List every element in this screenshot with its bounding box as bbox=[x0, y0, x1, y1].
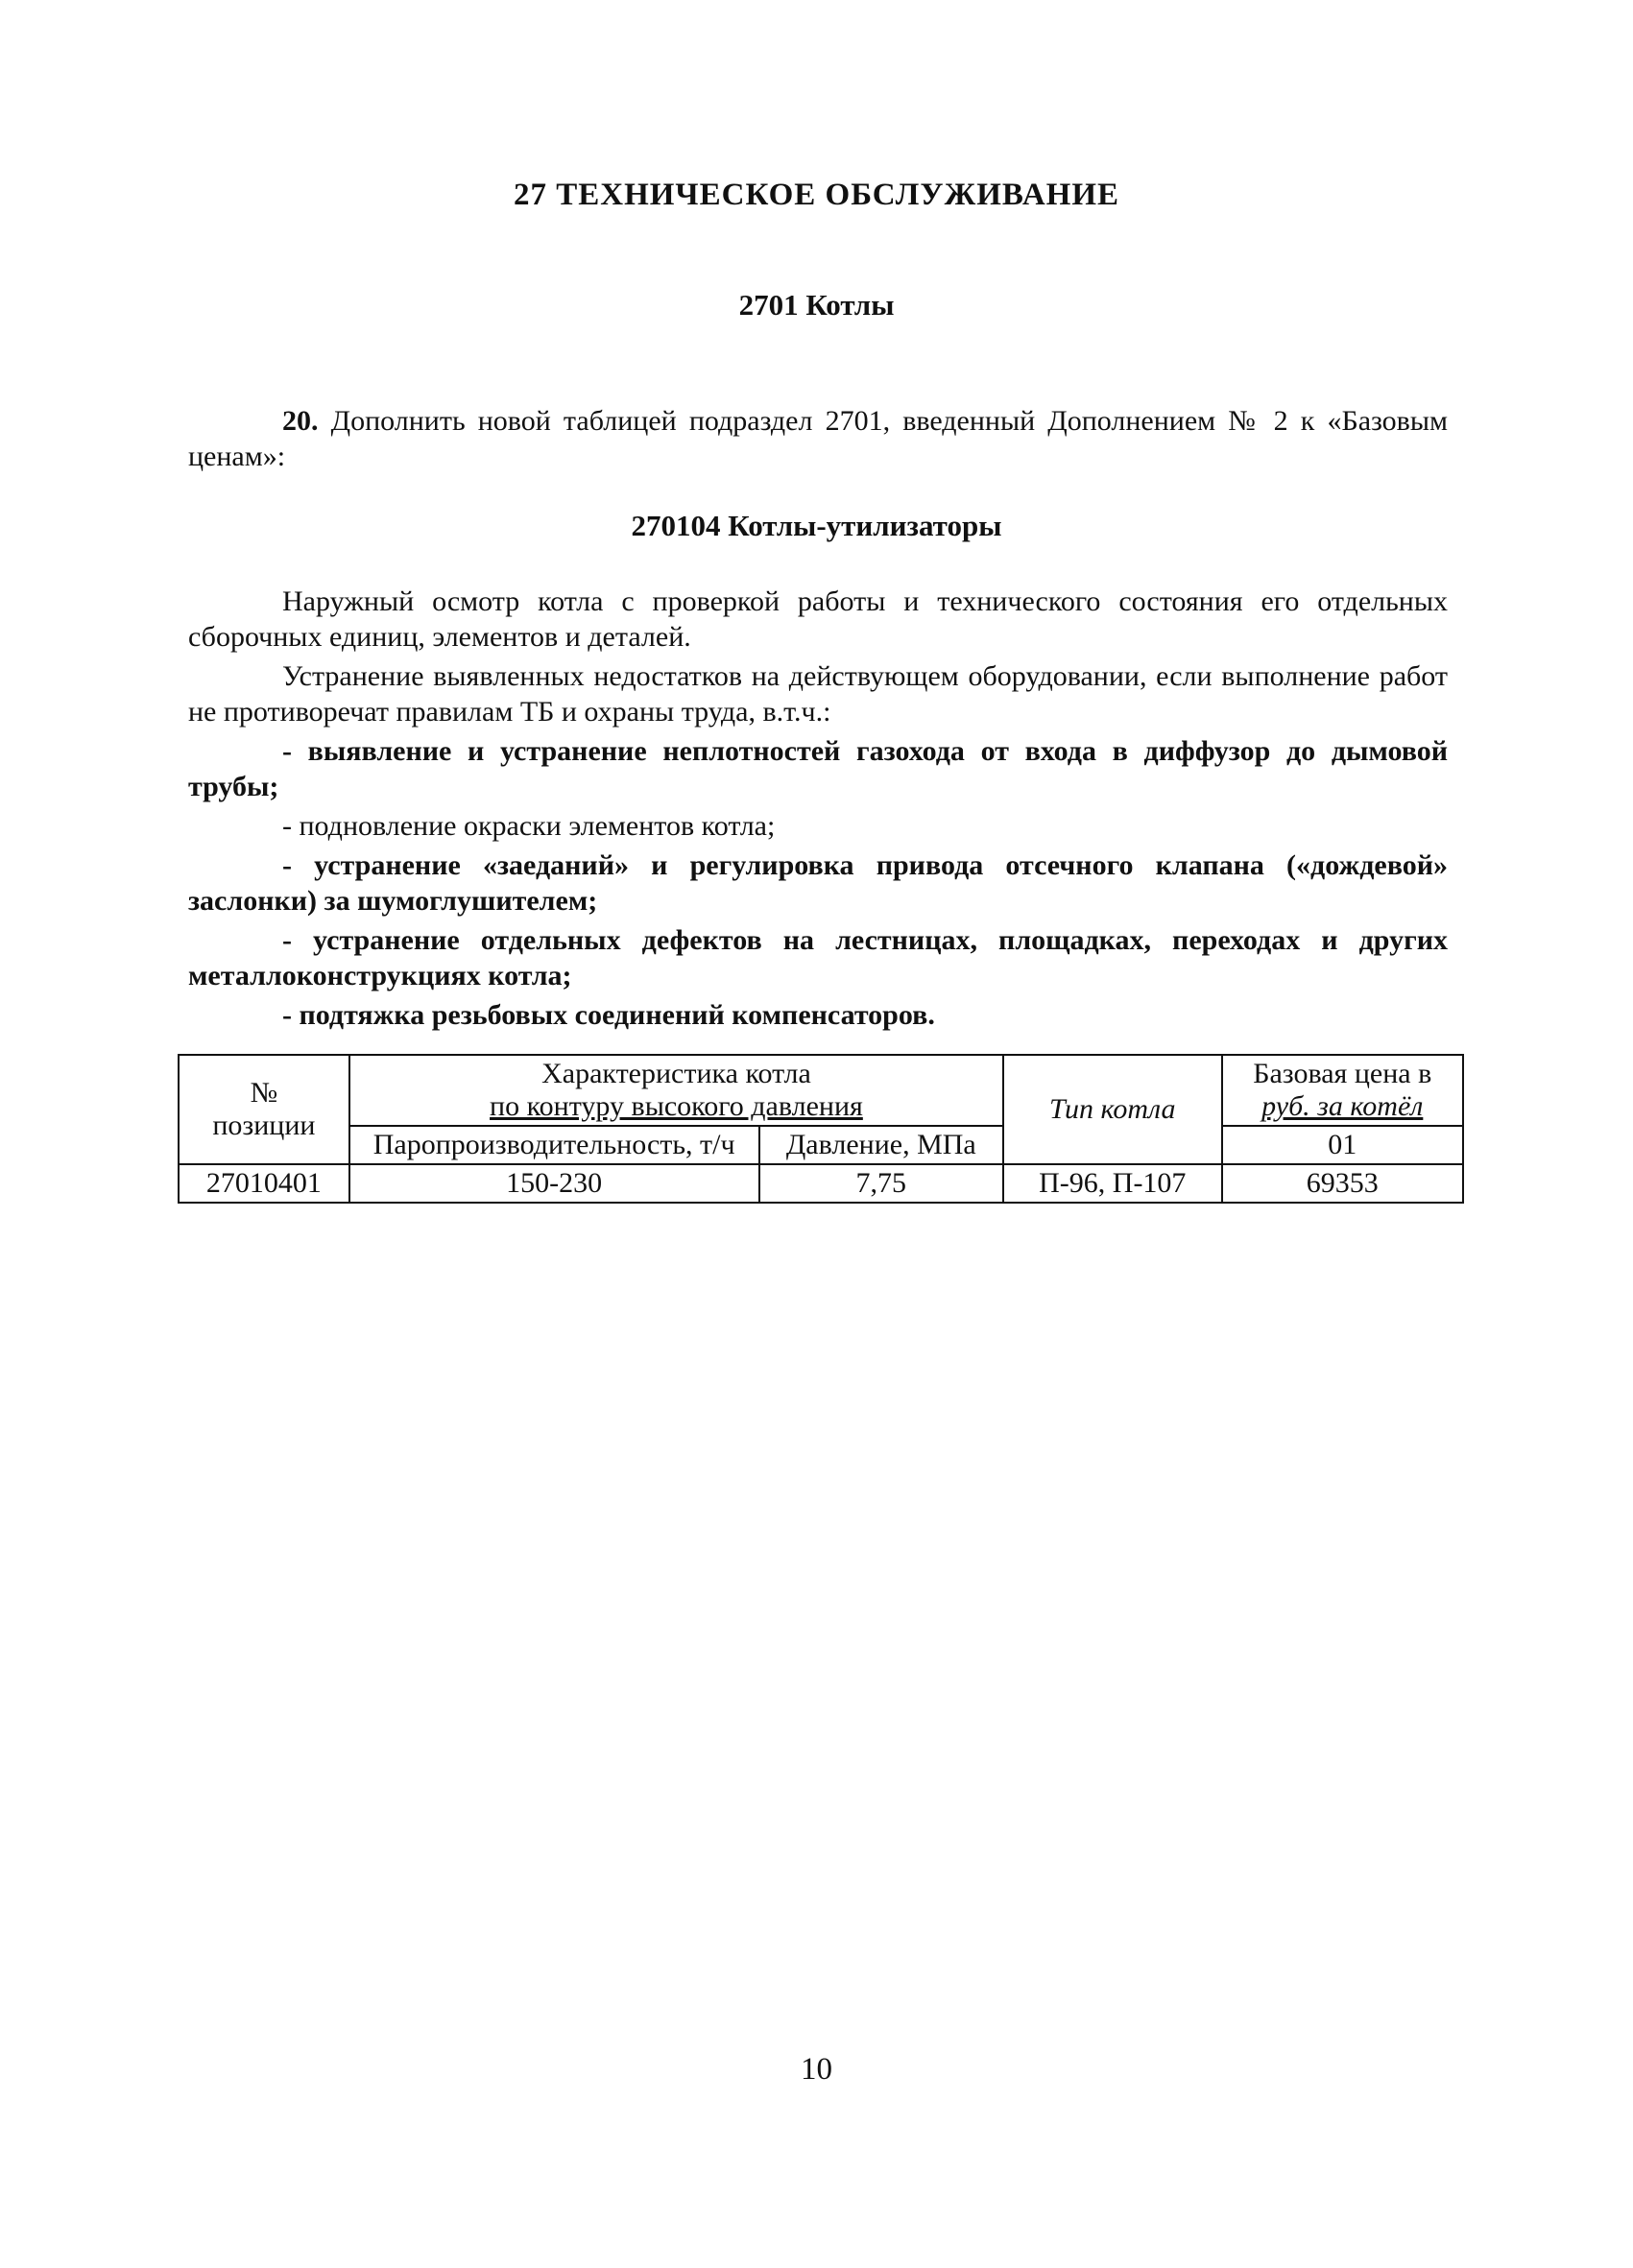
item-paragraph bbox=[188, 403, 1448, 474]
item-text: Дополнить новой таблицей подраздел 2701, введенный Дополнением № 2 к «Базовым ценам»: bbox=[188, 405, 1448, 472]
header-price-code: 01 bbox=[1222, 1126, 1463, 1164]
header-price: Базовая цена в руб. за котёл bbox=[1222, 1055, 1463, 1126]
table-row bbox=[179, 1164, 1463, 1203]
price-table bbox=[178, 1054, 1464, 1204]
list-item: - подновление окраски элементов котла; bbox=[282, 810, 776, 842]
paragraph: Наружный осмотр котла с проверкой работы и технического состояния его отдельных сборочных единиц, элементов и деталей. bbox=[188, 585, 1448, 653]
subsection-title: 2701 Котлы bbox=[738, 288, 895, 322]
header-pressure: Давление, МПа bbox=[759, 1126, 1004, 1164]
header-boiler-type: Тип котла bbox=[1003, 1055, 1221, 1164]
header-position: № позиции bbox=[179, 1055, 349, 1164]
header-characteristics: Характеристика котла по контуру высокого давления bbox=[349, 1055, 1003, 1126]
paragraph: Устранение выявленных недостатков на действующем оборудовании, если выполнение работ не противоречат правилам ТБ и охраны труда, в.т.ч.: bbox=[188, 660, 1448, 728]
list-item: - выявление и устранение неплотностей газохода от входа в диффузор до дымовой трубы; bbox=[188, 735, 1448, 802]
item-number: 20. bbox=[282, 405, 319, 437]
cell-position: 27010401 bbox=[179, 1164, 349, 1203]
work-description bbox=[188, 584, 1448, 1033]
cell-type: П-96, П-107 bbox=[1003, 1164, 1221, 1203]
cell-capacity: 150-230 bbox=[349, 1164, 759, 1203]
list-item: - устранение отдельных дефектов на лестницах, площадках, переходах и других металлоконструкциях котла; bbox=[188, 924, 1448, 991]
table-header-row bbox=[179, 1055, 1463, 1126]
table-heading: 270104 Котлы-утилизаторы bbox=[631, 509, 1002, 542]
page-number: 10 bbox=[801, 2052, 832, 2087]
list-item: - устранение «заеданий» и регулировка привода отсечного клапана («дождевой» заслонки) за шумоглушителем; bbox=[188, 849, 1448, 917]
cell-price: 69353 bbox=[1222, 1164, 1463, 1203]
cell-pressure: 7,75 bbox=[759, 1164, 1004, 1203]
section-title: 27 ТЕХНИЧЕСКОЕ ОБСЛУЖИВАНИЕ bbox=[513, 178, 1120, 212]
table-subheader-row bbox=[179, 1126, 1463, 1164]
list-item: - подтяжка резьбовых соединений компенсаторов. bbox=[282, 999, 935, 1031]
header-capacity: Паропроизводительность, т/ч bbox=[349, 1126, 759, 1164]
